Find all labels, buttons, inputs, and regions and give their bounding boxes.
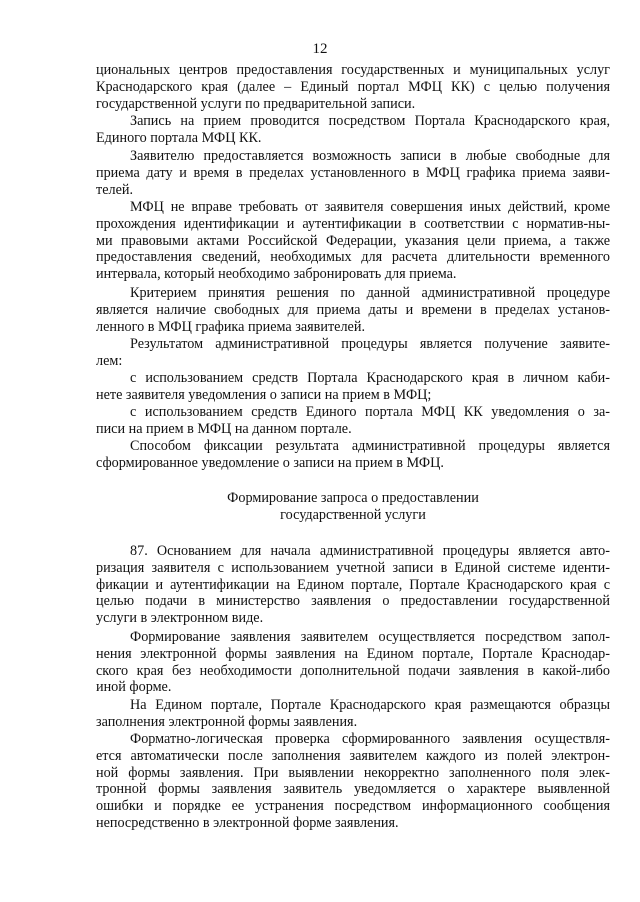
text-line: писи на прием в МФЦ на данном портале. (96, 420, 352, 437)
text-line: телей. (96, 181, 134, 198)
text-line: ризация заявителя с использованием учетной записи в Единой системе иденти- (96, 559, 610, 576)
text-line: государственной услуги по предварительной записи. (96, 95, 416, 112)
paragraph-mfc-restrictions (96, 199, 610, 283)
text-line: приема дату и время в пределах установленного в МФЦ графика приема заяви- (96, 164, 610, 181)
paragraph-appointment (96, 113, 610, 147)
text-line: Критерием принятия решения по данной административной процедуре (130, 285, 610, 301)
paragraph-fixation-method (96, 438, 610, 472)
text-line: 87. Основанием для начала административной процедуры является авто- (130, 543, 610, 559)
paragraph-form-filling (96, 629, 610, 696)
text-line: фикации и аутентификации на Едином портале, Портале Краснодарского края с (96, 576, 610, 593)
text-line: ется автоматически после заполнения заявителем каждого из полей электрон- (96, 747, 610, 764)
text-line: с использованием средств Единого портала МФЦ КК уведомления о за- (130, 404, 610, 420)
paragraph-validation (96, 731, 610, 832)
text-line: ленного в МФЦ графика приема заявителей. (96, 318, 365, 335)
text-line: Краснодарского края (далее – Единый портал МФЦ КК) с целью получения (96, 78, 610, 95)
paragraph-result-option-1 (96, 370, 610, 404)
text-line: На Едином портале, Портале Краснодарского края размещаются образцы (130, 697, 610, 713)
paragraph-87 (96, 543, 610, 627)
section-heading (96, 490, 610, 524)
text-line: услуги в электронном виде. (96, 610, 264, 627)
heading-line: государственной услуги (280, 506, 426, 523)
paragraph-result (96, 336, 610, 370)
text-line: является наличие свободных для приема даты и времени в пределах установ- (96, 301, 610, 318)
text-line: лем: (96, 352, 123, 369)
text-line: ского края без необходимости дополнительной подачи заявления в какой-либо (96, 662, 610, 679)
text-line: ми правовыми актами Российской Федерации, указания цели приема, а также (96, 232, 610, 249)
text-line: ошибки и порядке ее устранения посредством информационного сообщения (96, 798, 610, 815)
paragraph-decision-criterion (96, 285, 610, 335)
paragraph-continuation (96, 62, 610, 112)
text-line: Единого портала МФЦ КК. (96, 129, 262, 146)
text-line: целью подачи в министерство заявления о предоставлении государственной (96, 593, 610, 610)
paragraph-booking-option (96, 148, 610, 198)
text-line: ной формы заявления. При выявлении некорректно заполненного поля элек- (96, 764, 610, 781)
text-line: Форматно-логическая проверка сформированного заявления осуществля- (130, 731, 610, 747)
text-line: прохождения идентификации и аутентификации в соответствии с норматив-ны- (96, 215, 610, 232)
text-line: нения электронной формы заявления на Едином портале, Портале Краснодар- (96, 645, 610, 662)
text-line: заполнения электронной формы заявления. (96, 713, 358, 730)
text-line: интервала, который необходимо забронировать для приема. (96, 266, 457, 283)
text-line: Результатом административной процедуры является получение заявите- (130, 336, 610, 352)
text-line: непосредственно в электронной форме заявления. (96, 814, 399, 831)
text-line: предоставления сведений, необходимых для расчета длительности временного (96, 249, 610, 266)
text-line: нете заявителя уведомления о записи на прием в МФЦ; (96, 386, 432, 403)
text-line: циональных центров предоставления государственных и муниципальных услуг (96, 62, 610, 78)
text-line: иной форме. (96, 679, 172, 696)
text-line: тронной формы заявления заявитель уведомляется о характере выявленной (96, 781, 610, 798)
text-line: Запись на прием проводится посредством Портала Краснодарского края, (130, 113, 610, 129)
text-line: Заявителю предоставляется возможность записи в любые свободные для (130, 148, 610, 164)
text-line: сформированное уведомление о записи на прием в МФЦ. (96, 454, 444, 471)
heading-line: Формирование запроса о предоставлении (227, 490, 479, 506)
text-line: с использованием средств Портала Краснодарского края в личном каби- (130, 370, 610, 386)
text-line: Формирование заявления заявителем осуществляется посредством запол- (130, 629, 610, 645)
text-line: Способом фиксации результата административной процедуры является (130, 438, 610, 454)
text-line: МФЦ не вправе требовать от заявителя совершения иных действий, кроме (130, 199, 610, 215)
paragraph-samples (96, 697, 610, 731)
page-number: 12 (312, 41, 328, 57)
paragraph-result-option-2 (96, 404, 610, 438)
